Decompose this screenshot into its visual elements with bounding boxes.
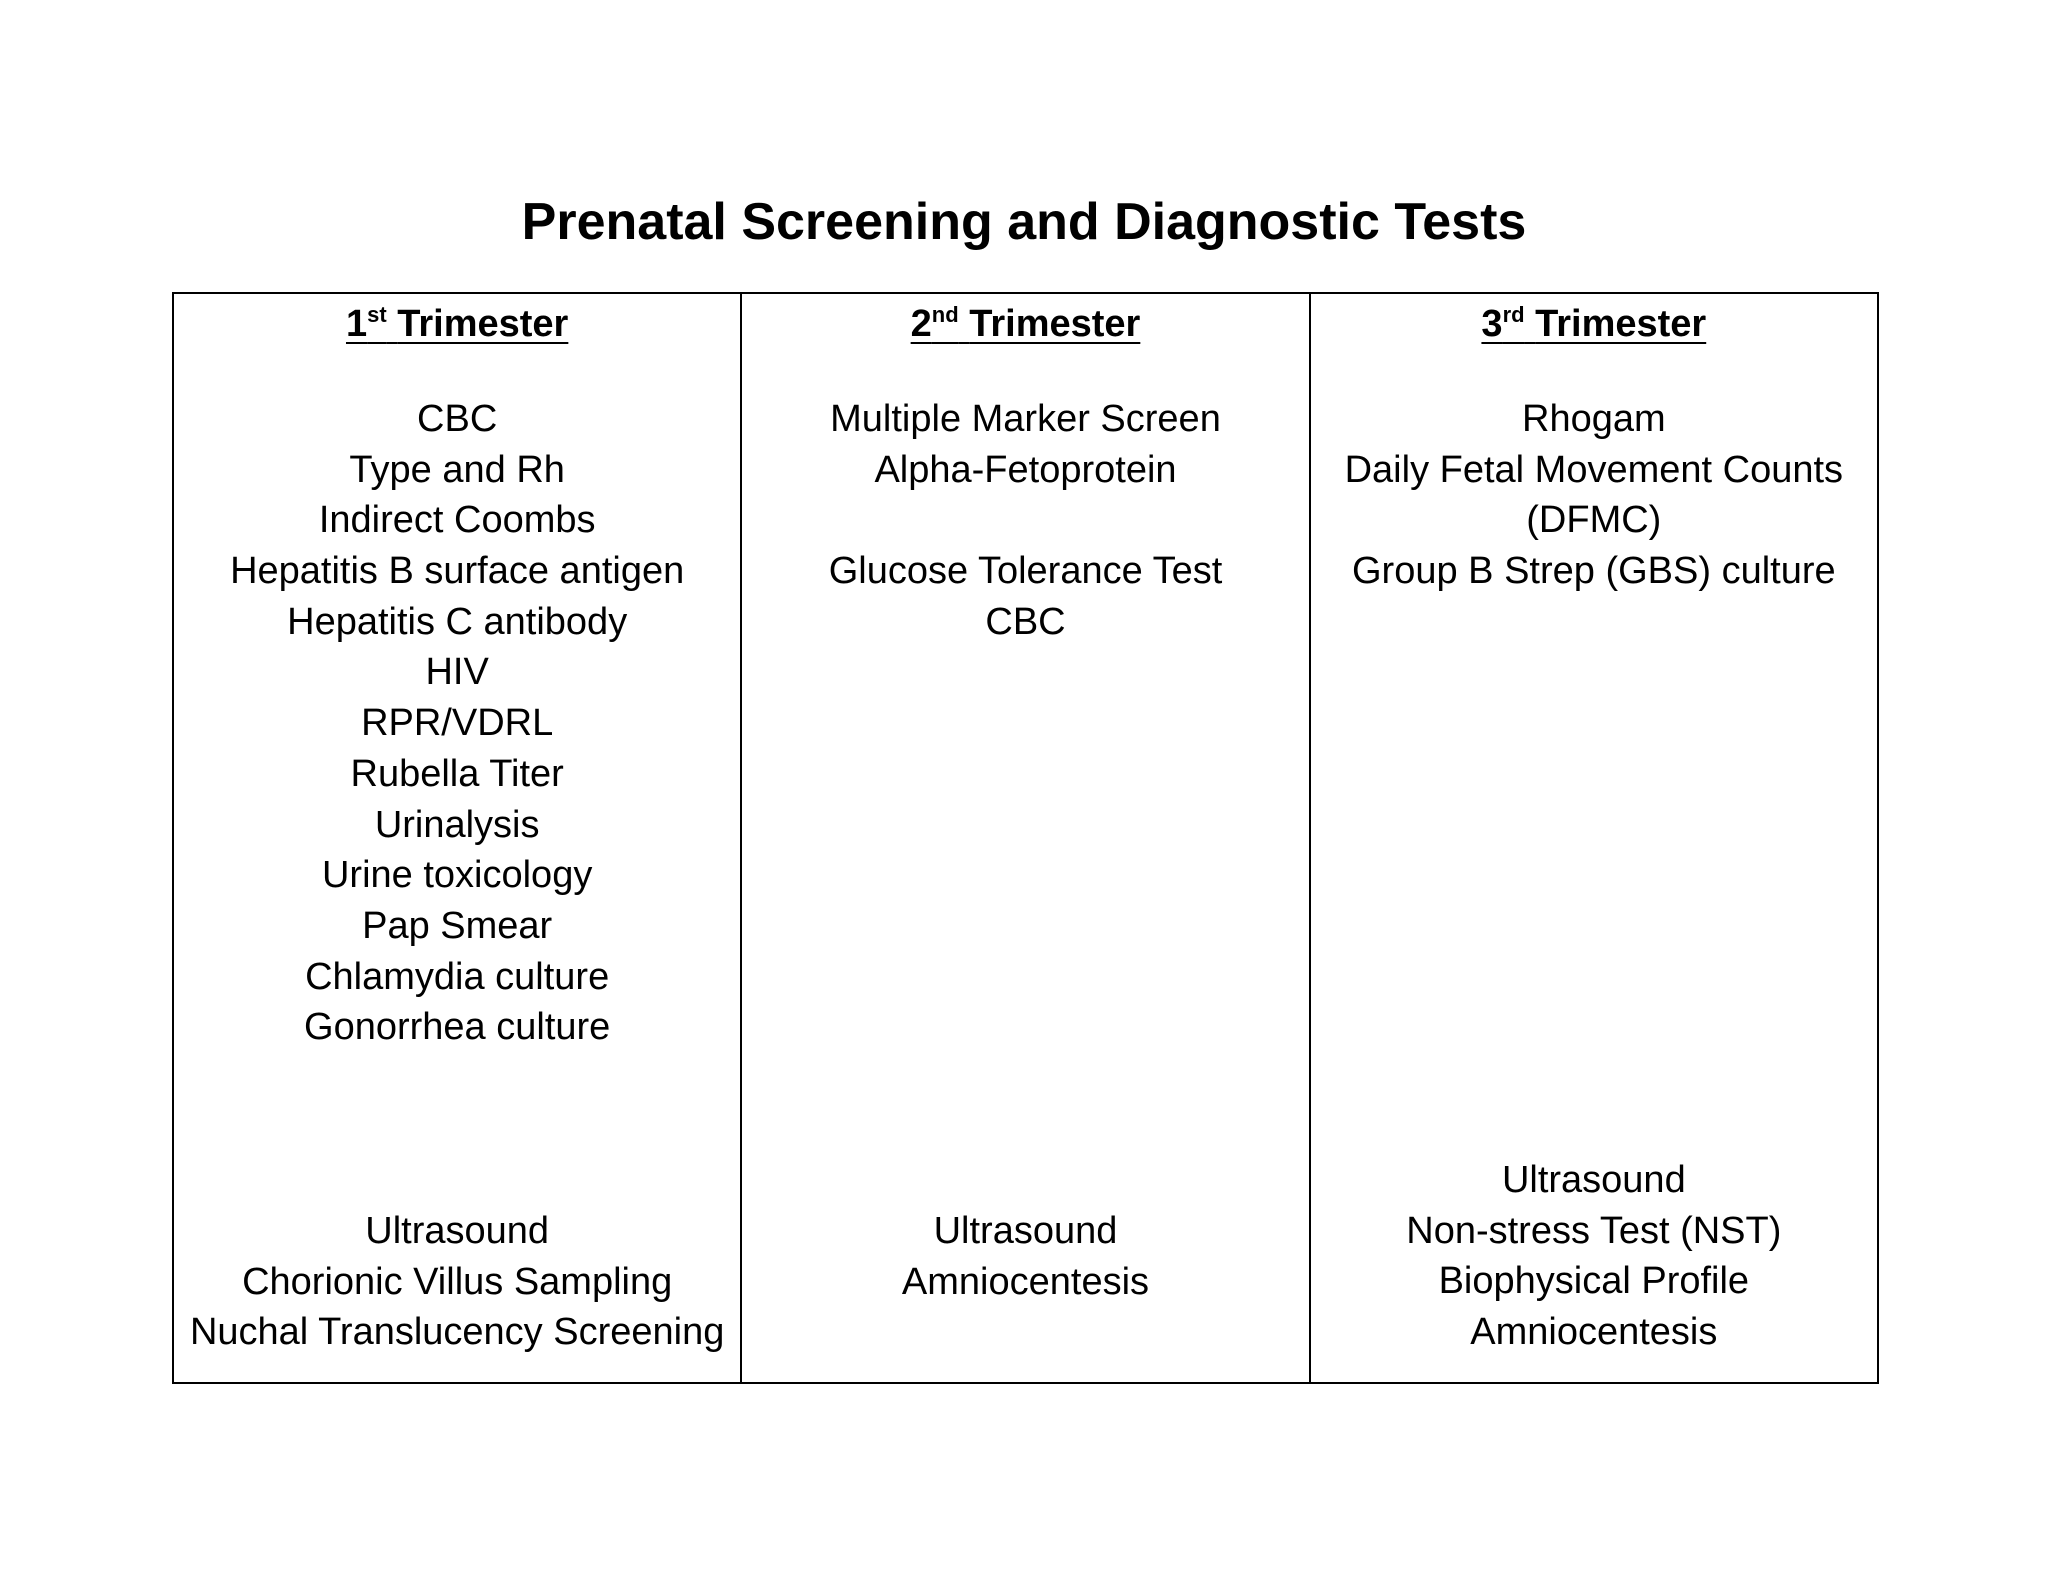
list-item: Nuchal Translucency Screening	[189, 1311, 725, 1354]
ordinal-suffix: rd	[1502, 302, 1525, 327]
list-item: RPR/VDRL	[361, 702, 554, 745]
list-item: (DFMC)	[1526, 499, 1662, 542]
header-label: Trimester	[969, 303, 1141, 345]
ordinal-suffix: nd	[931, 302, 959, 327]
first-trimester-screening-list	[174, 394, 740, 1053]
ordinal-number: 1	[345, 303, 368, 345]
first-trimester-column	[174, 294, 740, 1382]
list-item: Chlamydia culture	[305, 955, 610, 998]
list-item: Pap Smear	[362, 904, 553, 947]
list-item: Hepatitis B surface antigen	[230, 550, 685, 593]
list-item: CBC	[417, 398, 498, 440]
third-trimester-column	[1309, 294, 1877, 1382]
list-item: Biophysical Profile	[1438, 1260, 1750, 1303]
list-item: Gonorrhea culture	[304, 1006, 611, 1049]
list-item: Hepatitis C antibody	[287, 600, 628, 643]
list-item: Non-stress Test (NST)	[1406, 1209, 1782, 1252]
list-item: Indirect Coombs	[318, 499, 596, 542]
list-item: Chorionic Villus Sampling	[242, 1260, 673, 1303]
second-trimester-diagnostic-list	[742, 1206, 1308, 1307]
list-item: Rubella Titer	[350, 752, 564, 795]
ordinal-number: 2	[910, 303, 932, 345]
list-item: Ultrasound	[1501, 1159, 1686, 1201]
list-item: Amniocentesis	[901, 1260, 1150, 1303]
page-title: Prenatal Screening and Diagnostic Tests	[521, 193, 1527, 251]
list-item: Multiple Marker Screen	[830, 398, 1221, 440]
third-trimester-diagnostic-list	[1311, 1155, 1877, 1358]
first-trimester-header	[174, 296, 740, 352]
second-trimester-header	[742, 296, 1308, 352]
list-item: Ultrasound	[365, 1210, 550, 1252]
list-item: Ultrasound	[933, 1210, 1118, 1252]
list-item: Amniocentesis	[1470, 1311, 1718, 1354]
third-trimester-header	[1311, 296, 1877, 352]
list-item: Glucose Tolerance Test	[828, 550, 1223, 593]
second-trimester-screening-list	[742, 394, 1308, 647]
list-item: Urine toxicology	[321, 854, 593, 897]
ordinal-number: 3	[1481, 303, 1503, 345]
header-label: Trimester	[397, 303, 569, 345]
list-item-blank	[742, 495, 1308, 546]
header-label: Trimester	[1535, 303, 1707, 345]
list-item: Group B Strep (GBS) culture	[1352, 550, 1836, 593]
list-item: Urinalysis	[374, 803, 540, 846]
list-item: CBC	[985, 600, 1066, 643]
list-item: Alpha-Fetoprotein	[874, 448, 1177, 491]
list-item: Rhogam	[1522, 398, 1666, 440]
third-trimester-screening-list	[1311, 394, 1877, 597]
list-item: Type and Rh	[349, 448, 565, 491]
trimester-tests-table	[172, 292, 1879, 1384]
ordinal-suffix: st	[367, 302, 387, 327]
second-trimester-column	[740, 294, 1308, 1382]
list-item: Daily Fetal Movement Counts	[1344, 448, 1844, 491]
list-item: HIV	[425, 651, 489, 694]
first-trimester-diagnostic-list	[174, 1206, 740, 1358]
